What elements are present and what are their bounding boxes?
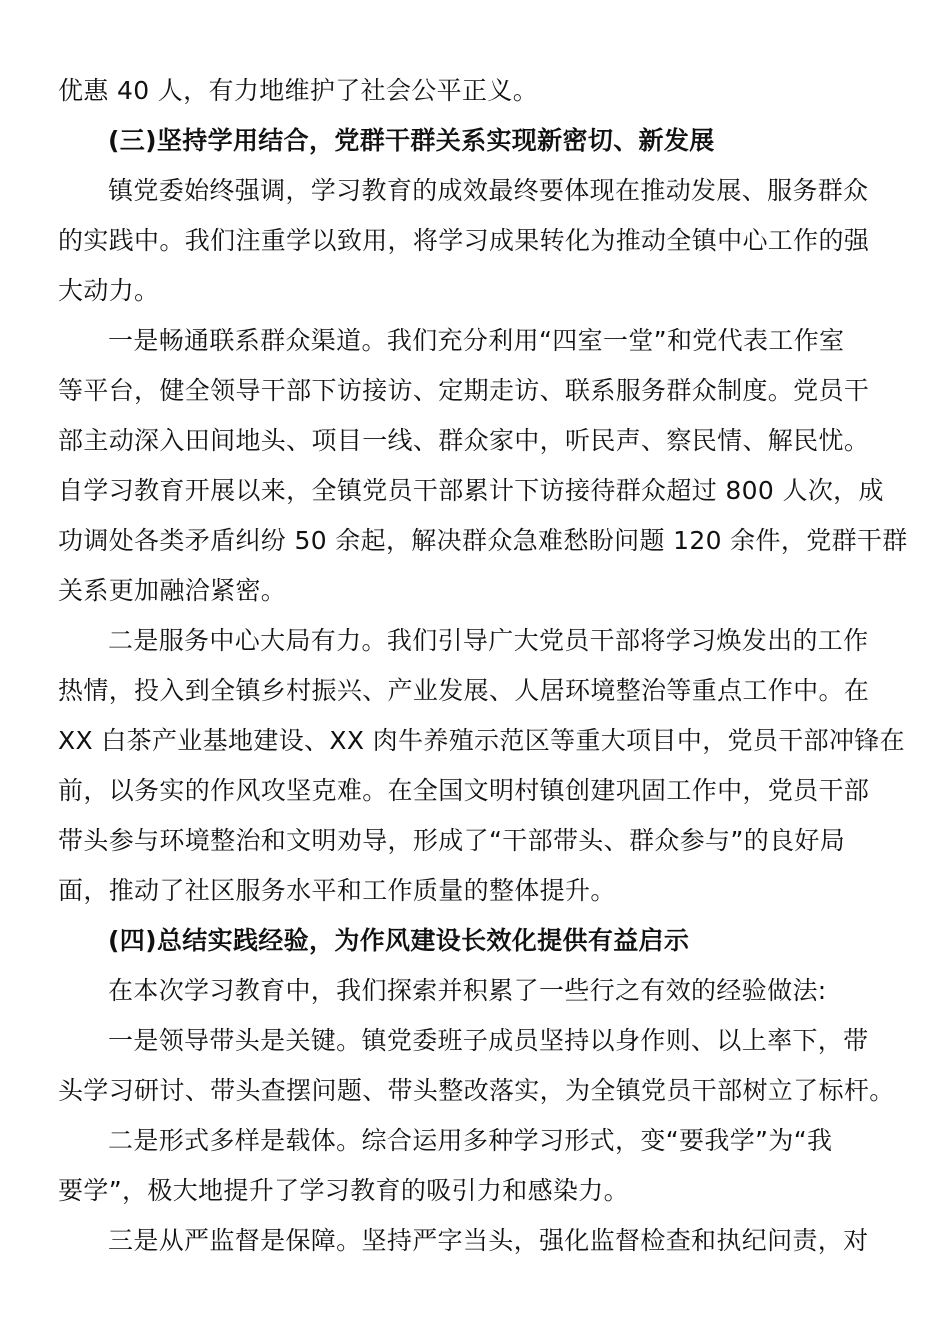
text-line: 功调处各类矛盾纠纷 50 余起，解决群众急难愁盼问题 120 余件，党群干群 <box>58 526 908 555</box>
text-line: 二是形式多样是载体。综合运用多种学习形式，变“要我学”为“我 <box>108 1126 833 1155</box>
text-line: 关系更加融洽紧密。 <box>58 576 287 605</box>
text-line: 一是畅通联系群众渠道。我们充分利用“四室一堂”和党代表工作室 <box>108 326 845 355</box>
text-line: 在本次学习教育中，我们探索并积累了一些行之有效的经验做法: <box>108 976 827 1005</box>
text-line: 三是从严监督是保障。坚持严字当头，强化监督检查和执纪问责，对 <box>108 1226 869 1255</box>
document-page <box>58 66 908 1266</box>
section-heading-3: (三)坚持学用结合，党群干群关系实现新密切、新发展 <box>108 126 715 155</box>
text-line: 热情，投入到全镇乡村振兴、产业发展、人居环境整治等重点工作中。在 <box>58 676 870 705</box>
text-line: 大动力。 <box>58 276 160 305</box>
section-heading-4: (四)总结实践经验，为作风建设长效化提供有益启示 <box>108 926 690 955</box>
text-line: 优惠 40 人，有力地维护了社会公平正义。 <box>58 76 539 105</box>
text-line: 带头参与环境整治和文明劝导，形成了“干部带头、群众参与”的良好局 <box>58 826 846 855</box>
text-line: 等平台，健全领导干部下访接访、定期走访、联系服务群众制度。党员干 <box>58 376 870 405</box>
text-line: 头学习研讨、带头查摆问题、带头整改落实，为全镇党员干部树立了标杆。 <box>58 1076 895 1105</box>
text-line: 部主动深入田间地头、项目一线、群众家中，听民声、察民情、解民忧。 <box>58 426 870 455</box>
text-line: 要学”，极大地提升了学习教育的吸引力和感染力。 <box>58 1176 630 1205</box>
text-line: 自学习教育开展以来，全镇党员干部累计下访接待群众超过 800 人次，成 <box>58 476 884 505</box>
text-line: XX 白茶产业基地建设、XX 肉牛养殖示范区等重大项目中，党员干部冲锋在 <box>58 726 906 755</box>
text-line: 二是服务中心大局有力。我们引导广大党员干部将学习焕发出的工作 <box>108 626 869 655</box>
text-line: 面，推动了社区服务水平和工作质量的整体提升。 <box>58 876 616 905</box>
text-line: 的实践中。我们注重学以致用，将学习成果转化为推动全镇中心工作的强 <box>58 226 870 255</box>
text-line: 镇党委始终强调，学习教育的成效最终要体现在推动发展、服务群众 <box>108 176 869 205</box>
text-line: 一是领导带头是关键。镇党委班子成员坚持以身作则、以上率下，带 <box>108 1026 869 1055</box>
text-line: 前，以务实的作风攻坚克难。在全国文明村镇创建巩固工作中，党员干部 <box>58 776 870 805</box>
